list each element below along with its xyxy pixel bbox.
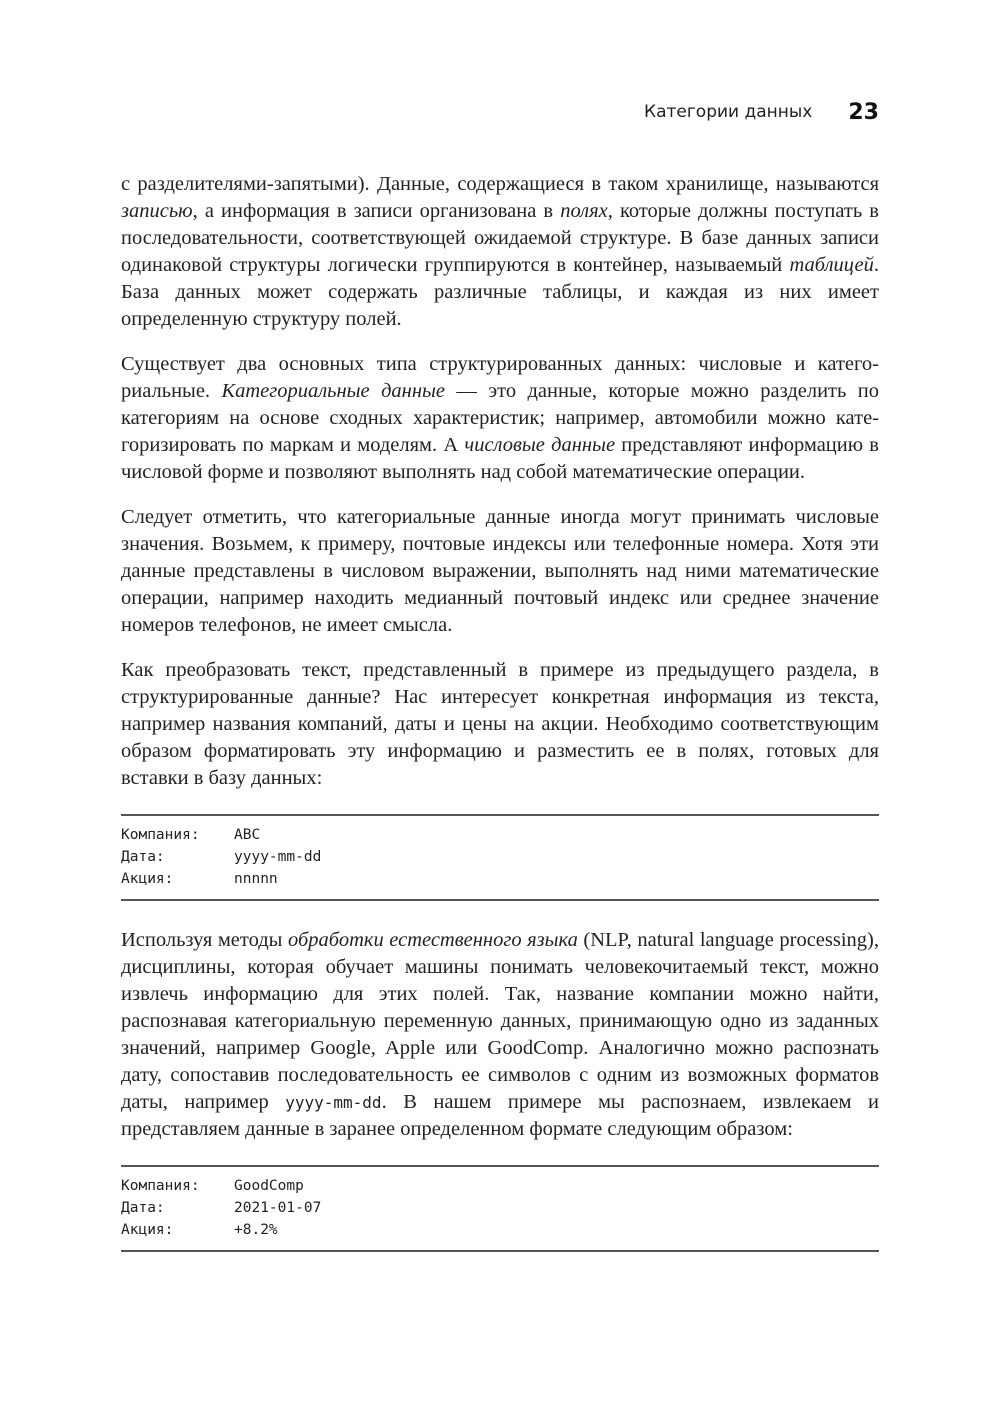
page-body	[121, 171, 879, 1278]
code-row	[121, 1219, 879, 1241]
paragraph-text: представляют информацию в числовой форме и позволяют выполнять над собой математические операции.	[121, 434, 879, 483]
emphasis-term: обработки естественного языка	[288, 929, 578, 951]
code-key: Компания:	[121, 827, 200, 843]
code-value: ABC	[234, 827, 261, 843]
emphasis-term: Категориальные данные	[221, 380, 446, 402]
code-value: +8.2%	[234, 1222, 278, 1238]
code-row	[121, 824, 879, 846]
code-row	[121, 868, 879, 890]
code-key: Компания:	[121, 1178, 200, 1194]
code-value: GoodComp	[234, 1178, 304, 1194]
paragraph-text: , а информация в записи организована в	[192, 200, 561, 222]
code-key: Дата:	[121, 849, 165, 865]
paragraph-text: . База данных может содержать различные таблицы, и каждая из них имеет определенную структуру полей.	[121, 254, 879, 330]
code-value: 2021-01-07	[234, 1200, 322, 1216]
paragraph-records	[121, 171, 879, 333]
paragraph-numeric-categorical: Следует отметить, что категориальные данные иногда могут принимать числовые значения. Возьмем, к примеру, почтовые индексы или телефонные номера. Хотя эти данные представлены в числовом выражении, выполнять над ними математические операции, например находить медианный почтовый индекс или среднее значение номеров телефонов, не имеет смысла.	[121, 506, 879, 636]
running-header	[121, 96, 879, 128]
code-block-template	[121, 814, 879, 901]
paragraph-nlp	[121, 927, 879, 1143]
paragraph-text: Существует два основных типа структурированных данных: числовые и категориальные.	[121, 353, 879, 402]
code-key: Акция:	[121, 1222, 174, 1238]
emphasis-term: полях	[560, 200, 608, 222]
code-key: Акция:	[121, 871, 174, 887]
paragraph-data-types	[121, 351, 879, 486]
emphasis-term: таблицей	[789, 254, 874, 276]
code-key: Дата:	[121, 1200, 165, 1216]
paragraph-text: с разделителями-запятыми). Данные, содержащиеся в таком хранилище, называются	[121, 173, 879, 195]
code-row	[121, 846, 879, 868]
paragraph-text: — это данные, которые можно разделить по категориям на основе сходных характеристик; например, автомобили можно категоризировать по маркам и моделям. А	[121, 380, 879, 456]
emphasis-term: числовые данные	[464, 434, 616, 456]
code-block-example	[121, 1165, 879, 1252]
paragraph-structuring: Как преобразовать текст, представленный в примере из предыдущего раздела, в структурированные данные? Нас интересует конкретная информация из текста, например названия компаний, даты и цены на акции. Необходимо соответствующим образом форматировать эту информацию и разместить ее в полях, готовых для вставки в базу данных:	[121, 659, 879, 789]
emphasis-term: записью	[121, 200, 193, 222]
paragraph-text: Используя методы	[121, 929, 288, 951]
code-value: nnnnn	[234, 871, 278, 887]
paragraph-text: (NLP, natural language processing), дисциплины, которая обучает машины понимать человекочитаемый текст, можно извлечь информацию для этих полей. Так, название компании можно найти, распознавая категориальную переменную данных, принимающую одно из заданных значений, например Google, Apple или GoodComp. Аналогично можно распознать дату, сопоставив последовательность ее символов с одним из возможных форматов даты, например	[121, 929, 879, 1113]
chapter-title: Категории данных	[644, 102, 813, 122]
inline-code: yyyy-mm-dd	[285, 1093, 382, 1112]
code-value: yyyy-mm-dd	[234, 849, 322, 865]
code-row	[121, 1197, 879, 1219]
paragraph-text: , которые должны поступать в последовательности, соответствующей ожидаемой структуре. В базе данных записи одинаковой структуры логически группируются в контейнер, называемый	[121, 200, 879, 276]
page-number: 23	[848, 99, 879, 125]
code-row	[121, 1175, 879, 1197]
paragraph-text: . В нашем примере мы распознаем, извлекаем и представляем данные в заранее определенном формате следующим образом:	[121, 1091, 879, 1140]
